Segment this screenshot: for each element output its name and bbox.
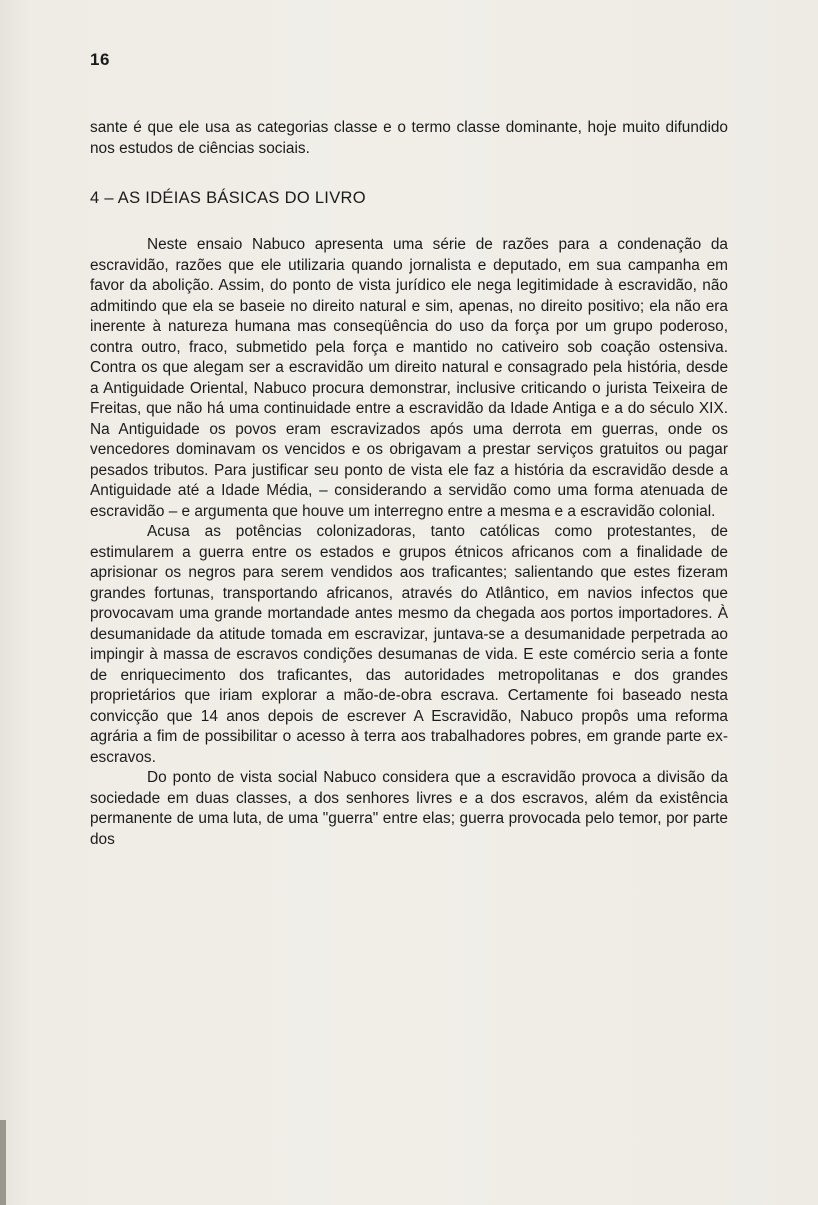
paragraph: Neste ensaio Nabuco apresenta uma série de razões para a condenação da escravidão, razões que ele utilizaria quando jornalista e deputado, em sua campanha em favor da abolição. Assim, do ponto de vista jurídico ele nega legitimidade à escravidão, não admitindo que ela se baseie no direito natural e sim, apenas, no direito positivo; ela não era inerente à natureza humana mas conseqüência do uso da força por um grupo poderoso, contra outro, fraco, submetido pela força e mantido no cativeiro sob coação ostensiva. Contra os que alegam ser a escravidão um direito natural e consagrado pela história, desde a Antiguidade Oriental, Nabuco procura demonstrar, inclusive criticando o jurista Teixeira de Freitas, que não há uma continuidade entre a escravidão da Idade Antiga e a do século XIX. Na Antiguidade os povos eram escravizados após uma derrota em guerras, onde os vencedores dominavam os vencidos e os obrigavam a prestar serviços gratuitos ou pagar pesados tributos. Para justificar seu ponto de vista ele faz a história da escravidão desde a Antiguidade até a Idade Média, – considerando a servidão como uma forma atenuada de escravidão – e argumenta que houve um interregno entre a mesma e a escravidão colonial. <box>90 236 728 520</box>
paragraph: Acusa as potências colonizadoras, tanto católicas como protestantes, de estimularem a guerra entre os estados e grupos étnicos africanos com a finalidade de aprisionar os negros para serem vendidos aos traficantes; salientando que estes fizeram grandes fortunas, transportando africanos, através do Atlântico, em navios infectos que provocavam uma grande mortandade antes mesmo da chegada aos portos importadores. À desumanidade da atitude tomada em escravizar, juntava-se a desumanidade perpetrada ao impingir à massa de escravos condições desumanas de vida. E este comércio seria a fonte de enriquecimento dos traficantes, das autoridades metropolitanas e dos grandes proprietários que iriam explorar a mão-de-obra escrava. Certamente foi baseado nesta convicção que 14 anos depois de escrever A Escravidão, Nabuco propôs uma reforma agrária a fim de possibilitar o acesso à terra aos trabalhadores pobres, em grande parte ex-escravos. <box>90 523 728 766</box>
section-heading: 4 – AS IDÉIAS BÁSICAS DO LIVRO <box>90 189 366 207</box>
intro-paragraph: sante é que ele usa as categorias classe e o termo classe dominante, hoje muito difundido nos estudos de ciências sociais. <box>90 119 728 157</box>
page-number: 16 <box>90 50 110 69</box>
paragraph: Do ponto de vista social Nabuco considera que a escravidão provoca a divisão da sociedade em duas classes, a dos senhores livres e a dos escravos, além da existência permanente de uma luta, de uma "guerra" entre elas; guerra provocada pelo temor, por parte dos <box>90 769 728 848</box>
page-edge-shadow <box>0 1120 6 1205</box>
section-body <box>90 235 728 850</box>
